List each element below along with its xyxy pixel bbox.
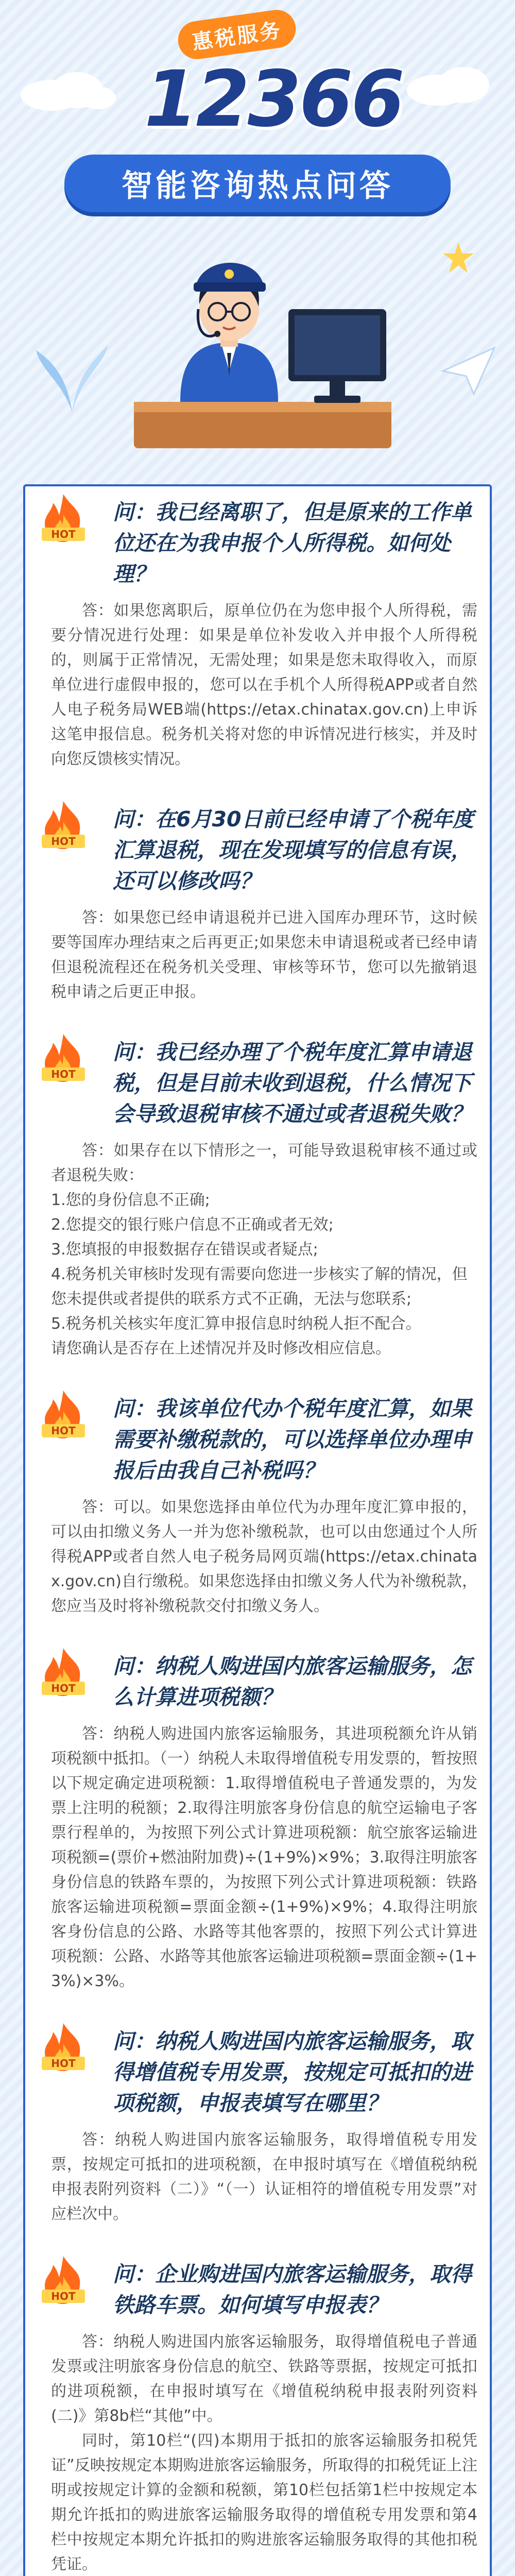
- question-text: 企业购进国内旅客运输服务，取得铁路车票。如何填写申报表？: [113, 2262, 472, 2317]
- question-row: [51, 2259, 477, 2320]
- question-row: [51, 1393, 477, 1486]
- hot-flame-icon: [32, 799, 94, 850]
- question-row: [51, 1037, 477, 1129]
- question-row: [51, 2026, 477, 2119]
- answer-text: 可以。如果您选择由单位代为办理年度汇算申报的，可以由扣缴义务人一并为您补缴税款，也可以由您通过个人所得税APP或者自然人电子税务局网页端(https://etax.chinatax.gov.cn)自行缴税。如果您选择由扣缴义务人代为补缴税款，您应当及时将补缴税款交付扣缴义务人。: [51, 1498, 477, 1615]
- cloud-icon: [402, 62, 505, 108]
- question-text: 在6月30日前已经申请了个税年度汇算退税，现在发现填写的信息有误，还可以修改吗？: [113, 807, 474, 893]
- qa-panel: [23, 484, 492, 2576]
- hot-flame-icon: [32, 1646, 94, 1697]
- question-prefix: 问：: [113, 807, 155, 832]
- paper-plane-icon: [438, 340, 500, 402]
- title-banner: [64, 155, 451, 212]
- answer-intro: 如果存在以下情形之一，可能导致退税审核不通过或者退税失败：: [51, 1142, 477, 1184]
- qa-item: [25, 804, 490, 1005]
- star-icon: [443, 242, 474, 273]
- hot-flame-icon: [32, 492, 94, 543]
- hot-label: HOT: [51, 2057, 76, 2070]
- answer-prefix: 答：: [82, 2131, 115, 2149]
- hotline-number: 12366: [144, 55, 403, 144]
- question-text: 我已经离职了，但是原来的工作单位还在为我申报个人所得税。如何处理？: [113, 500, 472, 586]
- question-prefix: 问：: [113, 1040, 155, 1064]
- header: [0, 0, 515, 453]
- qa-item: [25, 1651, 490, 1994]
- list-item: 2.您提交的银行账户信息不正确或者无效;: [51, 1216, 334, 1234]
- hot-label: HOT: [51, 1068, 76, 1080]
- question-prefix: 问：: [113, 2262, 155, 2286]
- list-item: 4.税务机关审核时发现有需要向您进一步核实了解的情况，但您未提供或者提供的联系方式不正确，无法与您联系;: [51, 1265, 468, 1308]
- question-prefix: 问：: [113, 1396, 155, 1421]
- hot-flame-icon: [32, 1031, 94, 1083]
- answer-text: 如果您离职后，原单位仍在为您申报个人所得税，需要分情况进行处理：如果是单位补发收入并申报个人所得税的，则属于正常情况，无需处理；如果是您未取得收入，而原单位进行虚假申报的，您可以在手机个人所得税APP或者自然人电子税务局WEB端(https://etax.chinatax.gov.cn)上申诉这笔申报信息。税务机关将对您的申诉情况进行核实，并及时向您反馈核实情况。: [51, 602, 477, 768]
- service-badge: [176, 7, 298, 61]
- question-text: 我该单位代办个税年度汇算，如果需要补缴税款的，可以选择单位办理申报后由我自己补税吗？: [113, 1396, 472, 1483]
- answer-text-continued: 同时，第10栏“(四)本期用于抵扣的旅客运输服务扣税凭证”反映按规定本期购进旅客运输服务，所取得的扣税凭证上注明或按规定计算的金额和税额，第10栏包括第1栏中按规定本期允许抵扣的购进旅客运输服务取得的增值税专用发票和第4栏中按规定本期允许抵扣的购进旅客运输服务取得的其他扣税凭证。: [51, 2432, 477, 2573]
- hot-label: HOT: [51, 1682, 76, 1694]
- question-text: 纳税人购进国内旅客运输服务，取得增值税专用发票，按规定可抵扣的进项税额，申报表填写在哪里？: [113, 2029, 472, 2115]
- plant-icon: [31, 330, 113, 412]
- cloud-icon: [15, 67, 118, 113]
- hot-flame-icon: [32, 2253, 94, 2305]
- answer-text: 纳税人购进国内旅客运输服务，取得增值税专用发票，按规定可抵扣的进项税额，在申报时填写在《增值税纳税申报表附列资料（二）》“（一）认证相符的增值税专用发票”对应栏次中。: [51, 2131, 478, 2223]
- service-badge-label: 惠税服务: [191, 18, 284, 55]
- answer-prefix: 答：: [82, 1725, 114, 1743]
- hot-label: HOT: [51, 2290, 76, 2302]
- question-row: [51, 497, 477, 589]
- question-text: 我已经办理了个税年度汇算申请退税，但是目前未收到退税，什么情况下会导致退税审核不通过或者退税失败？: [113, 1040, 472, 1126]
- list-item: 1.您的身份信息不正确;: [51, 1191, 210, 1209]
- reason-list: [51, 1188, 477, 1336]
- question-prefix: 问：: [113, 1654, 155, 1679]
- qa-item: [25, 2259, 490, 2576]
- list-item: 5.税务机关核实年度汇算申报信息时纳税人拒不配合。: [51, 1315, 421, 1333]
- question-row: [51, 804, 477, 896]
- qa-item: [25, 2026, 490, 2227]
- hot-label: HOT: [51, 835, 76, 848]
- agent-illustration: [118, 232, 407, 448]
- hot-flame-icon: [32, 2021, 94, 2072]
- qa-item: [25, 1037, 490, 1361]
- qa-list: [25, 497, 490, 2576]
- page-title: 智能咨询热点问答: [122, 168, 393, 204]
- question-prefix: 问：: [113, 500, 155, 524]
- answer-text: 纳税人购进国内旅客运输服务，取得增值税电子普通发票或注明旅客身份信息的航空、铁路等票据，按规定可抵扣的进项税额，在申报时填写在《增值税纳税申报表附列资料(二)》第8b栏“其他”中。: [51, 2333, 477, 2425]
- question-text: 纳税人购进国内旅客运输服务，怎么计算进项税额？: [113, 1654, 472, 1709]
- hot-label: HOT: [51, 1425, 76, 1437]
- answer-outro: 请您确认是否存在上述情况并及时修改相应信息。: [51, 1340, 391, 1358]
- hot-label: HOT: [51, 528, 76, 540]
- qa-item: [25, 497, 490, 772]
- qa-item: [25, 1393, 490, 1619]
- answer-text: 如果您已经申请退税并已进入国库办理环节，这时候要等国库办理结束之后再更正;如果您未申请退税或者已经申请但退税流程还在税务机关受理、审核等环节，您可以先撤销退税申请之后更正申报。: [51, 909, 477, 1001]
- answer-prefix: 答：: [82, 909, 114, 927]
- answer-prefix: 答：: [82, 602, 114, 620]
- answer-text: 纳税人购进国内旅客运输服务，其进项税额允许从销项税额中抵扣。（一）纳税人未取得增值税专用发票的，暂按照以下规定确定进项税额：1.取得增值税电子普通发票的，为发票上注明的税额；2.取得注明旅客身份信息的航空运输电子客票行程单的，为按照下列公式计算进项税额：航空旅客运输进项税额=(票价+燃油附加费)÷(1+9%)×9%；3.取得注明旅客身份信息的铁路车票的，为按照下列公式计算进项税额：铁路旅客运输进项税额=票面金额÷(1+9%)×9%；4.取得注明旅客身份信息的公路、水路等其他客票的，按照下列公式计算进项税额：公路、水路等其他旅客运输进项税额=票面金额÷(1+3%)×3%。: [51, 1725, 477, 1990]
- list-item: 3.您填报的申报数据存在错误或者疑点;: [51, 1241, 318, 1259]
- hot-flame-icon: [32, 1388, 94, 1439]
- answer-prefix: 答：: [82, 1142, 114, 1160]
- answer-prefix: 答：: [82, 1498, 114, 1516]
- question-row: [51, 1651, 477, 1713]
- answer-prefix: 答：: [82, 2333, 114, 2351]
- question-prefix: 问：: [113, 2029, 155, 2054]
